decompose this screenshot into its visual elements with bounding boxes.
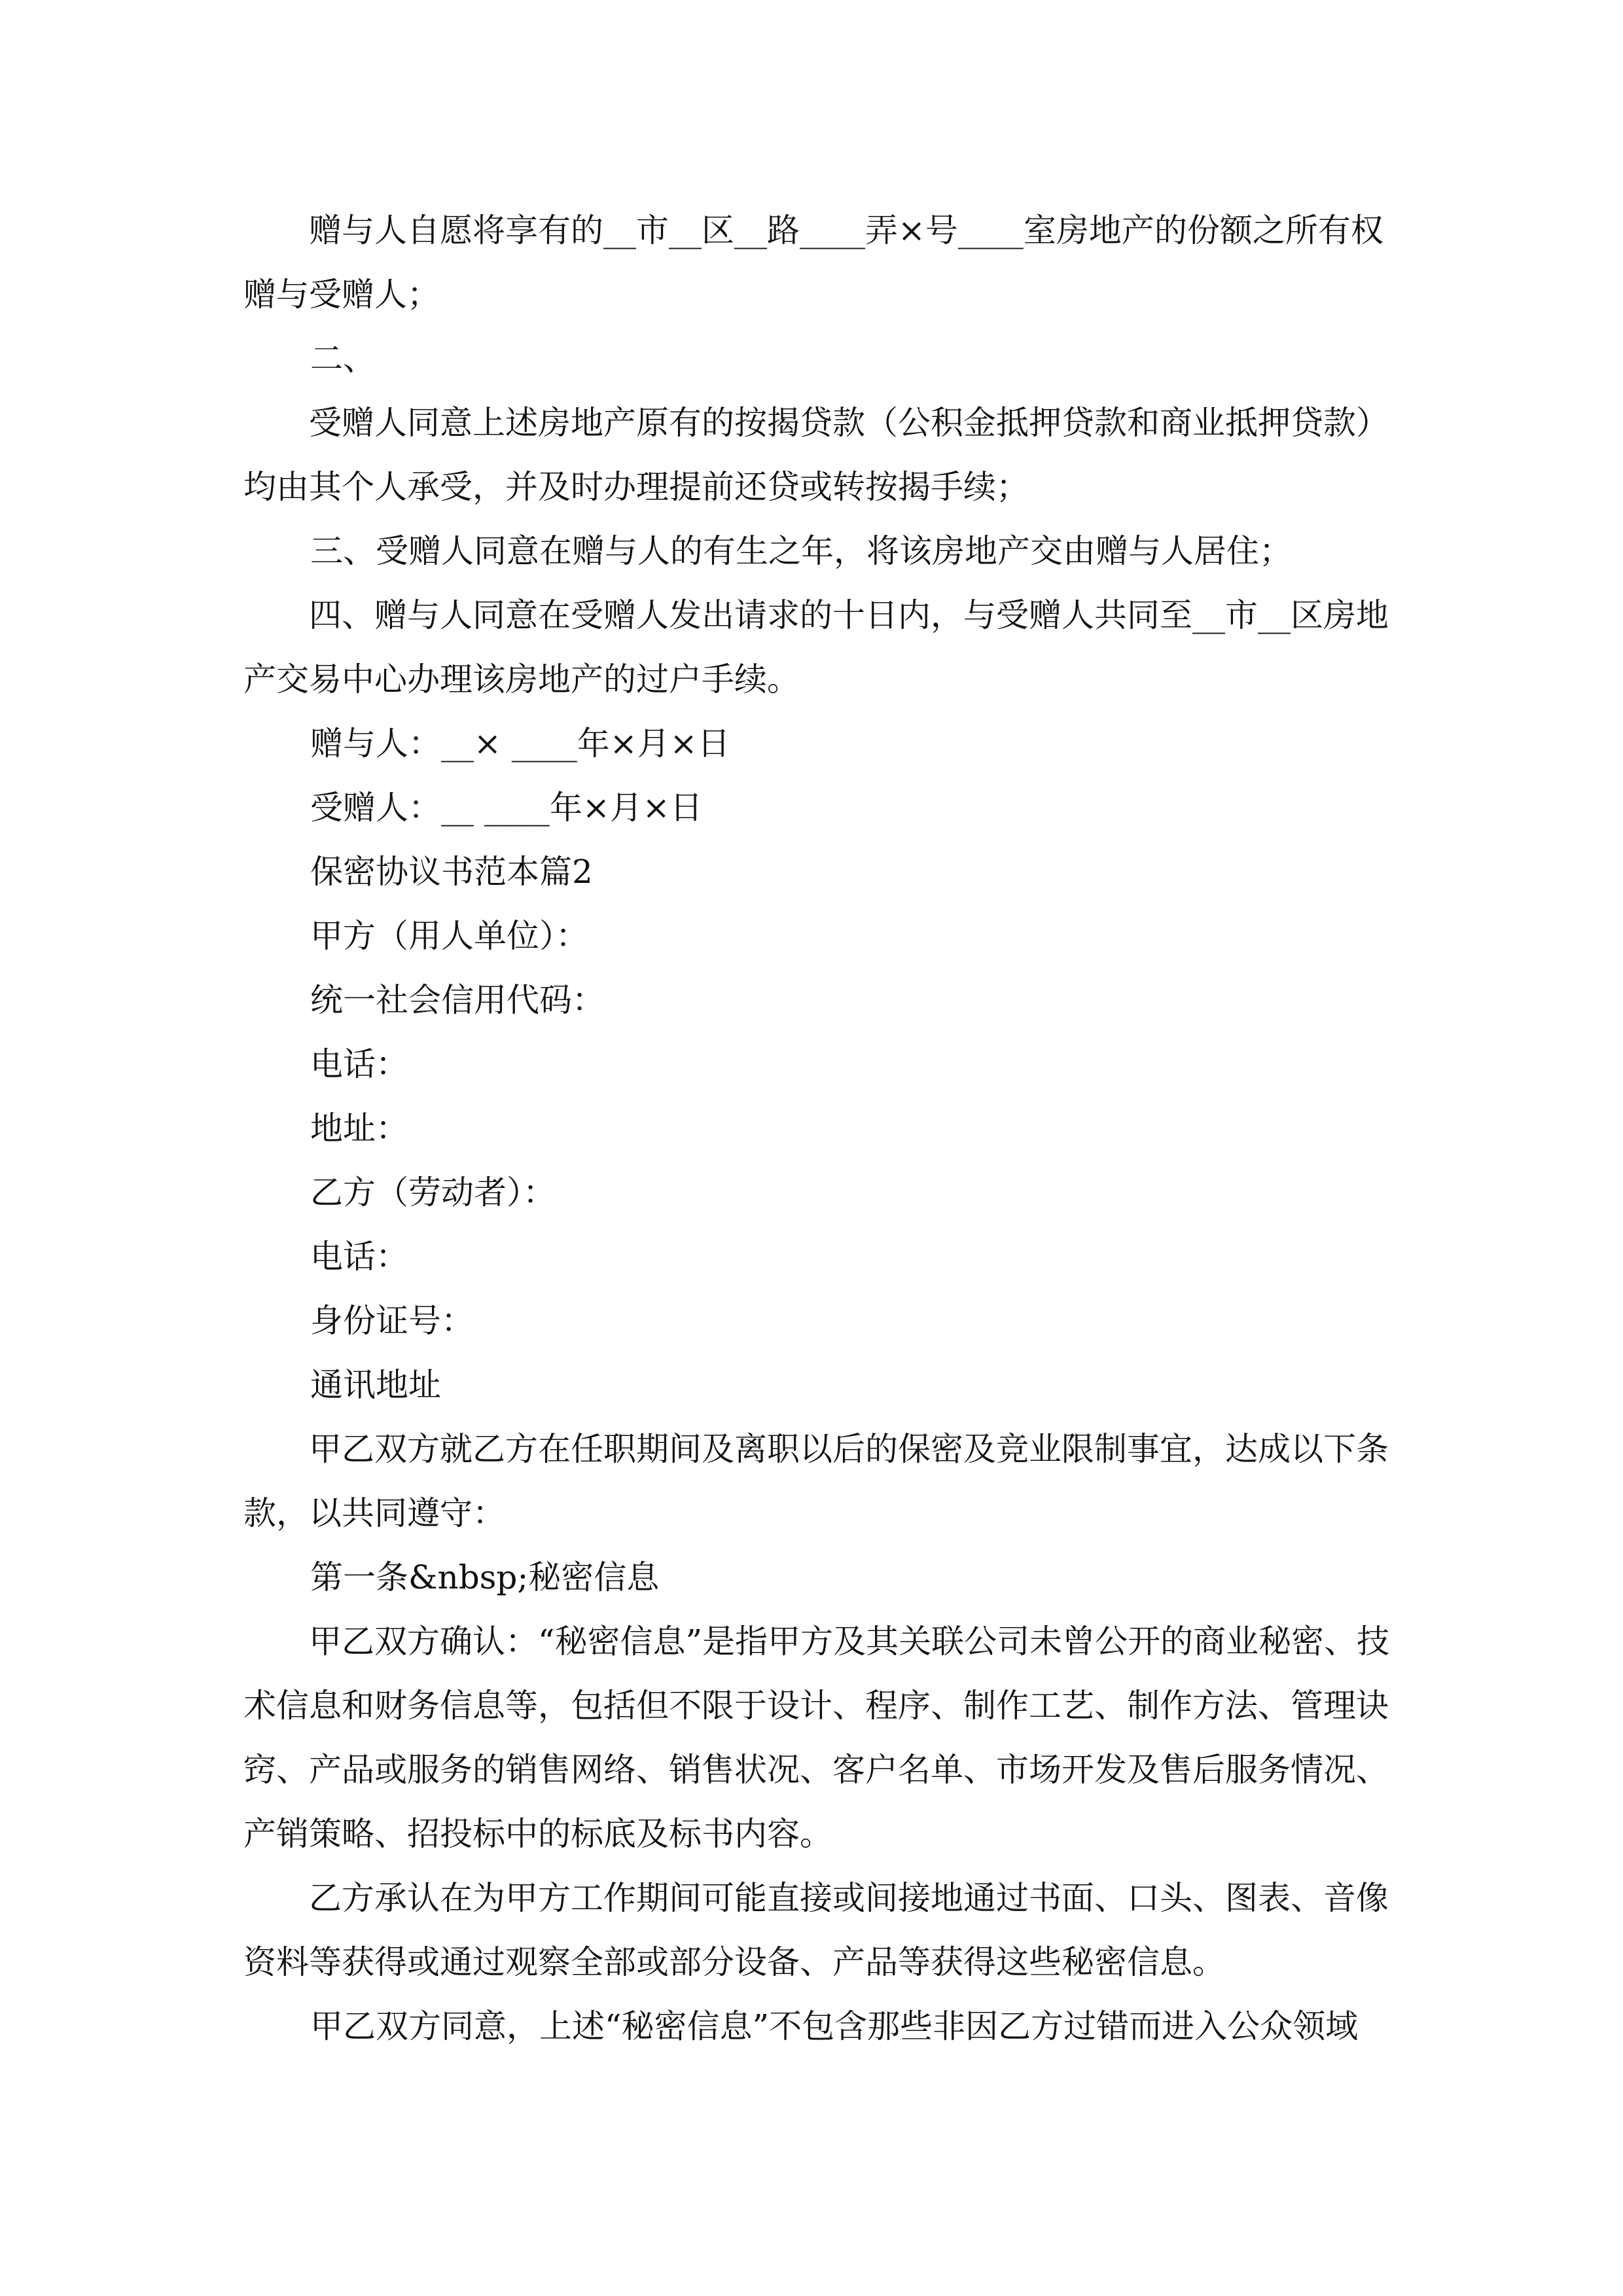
donee-signature-line: 受赠人：__ ____年×月×日: [310, 789, 703, 827]
paragraph-agreement-intro: 甲乙双方就乙方在任职期间及离职以后的保密及竞业限制事宜，达成以下条款，以共同遵守：: [243, 1430, 1389, 1532]
article-one-heading: 第一条&nbsp;秘密信息: [310, 1558, 660, 1596]
paragraph-item-two-heading: 二、: [310, 340, 376, 378]
party-a-address-label: 地址：: [310, 1109, 408, 1147]
mailing-address-label: 通讯地址: [310, 1366, 441, 1404]
paragraph-item-three: 三、受赠人同意在赠与人的有生之年，将该房地产交由赠与人居住；: [310, 532, 1292, 570]
paragraph-gift-property: 赠与人自愿将享有的__市__区__路____弄×号____室房地产的份额之所有权赠与受赠人；: [243, 211, 1383, 314]
party-b-label: 乙方（劳动者）：: [310, 1174, 556, 1211]
donor-signature-line: 赠与人：__× ____年×月×日: [310, 725, 730, 762]
credit-code-label: 统一社会信用代码：: [310, 981, 605, 1019]
paragraph-secret-definition: 甲乙双方确认：“秘密信息”是指甲方及其关联公司未曾公开的商业秘密、技术信息和财务信息等，包括但不限于设计、程序、制作工艺、制作方法、管理诀窍、产品或服务的销售网络、销售状况、客户名单、市场开发及售后服务情况、产销策略、招投标中的标底及标书内容。: [243, 1623, 1390, 1853]
paragraph-exclusion: 甲乙双方同意，上述“秘密信息”不包含那些非因乙方过错而进入公众领域: [310, 2007, 1359, 2045]
paragraph-item-four: 四、赠与人同意在受赠人发出请求的十日内，与受赠人共同至__市__区房地产交易中心办理该房地产的过户手续。: [243, 596, 1389, 698]
party-a-label: 甲方（用人单位）：: [310, 917, 588, 955]
section-title: 保密协议书范本篇2: [310, 853, 593, 891]
party-b-phone-label: 电话：: [310, 1238, 408, 1276]
paragraph-mortgage: 受赠人同意上述房地产原有的按揭贷款（公积金抵押贷款和商业抵押贷款）均由其个人承受，并及时办理提前还贷或转按揭手续；: [243, 404, 1389, 506]
id-number-label: 身份证号：: [310, 1302, 474, 1340]
party-a-phone-label: 电话：: [310, 1045, 408, 1083]
paragraph-acknowledgement: 乙方承认在为甲方工作期间可能直接或间接地通过书面、口头、图表、音像资料等获得或通过观察全部或部分设备、产品等获得这些秘密信息。: [243, 1879, 1389, 1981]
